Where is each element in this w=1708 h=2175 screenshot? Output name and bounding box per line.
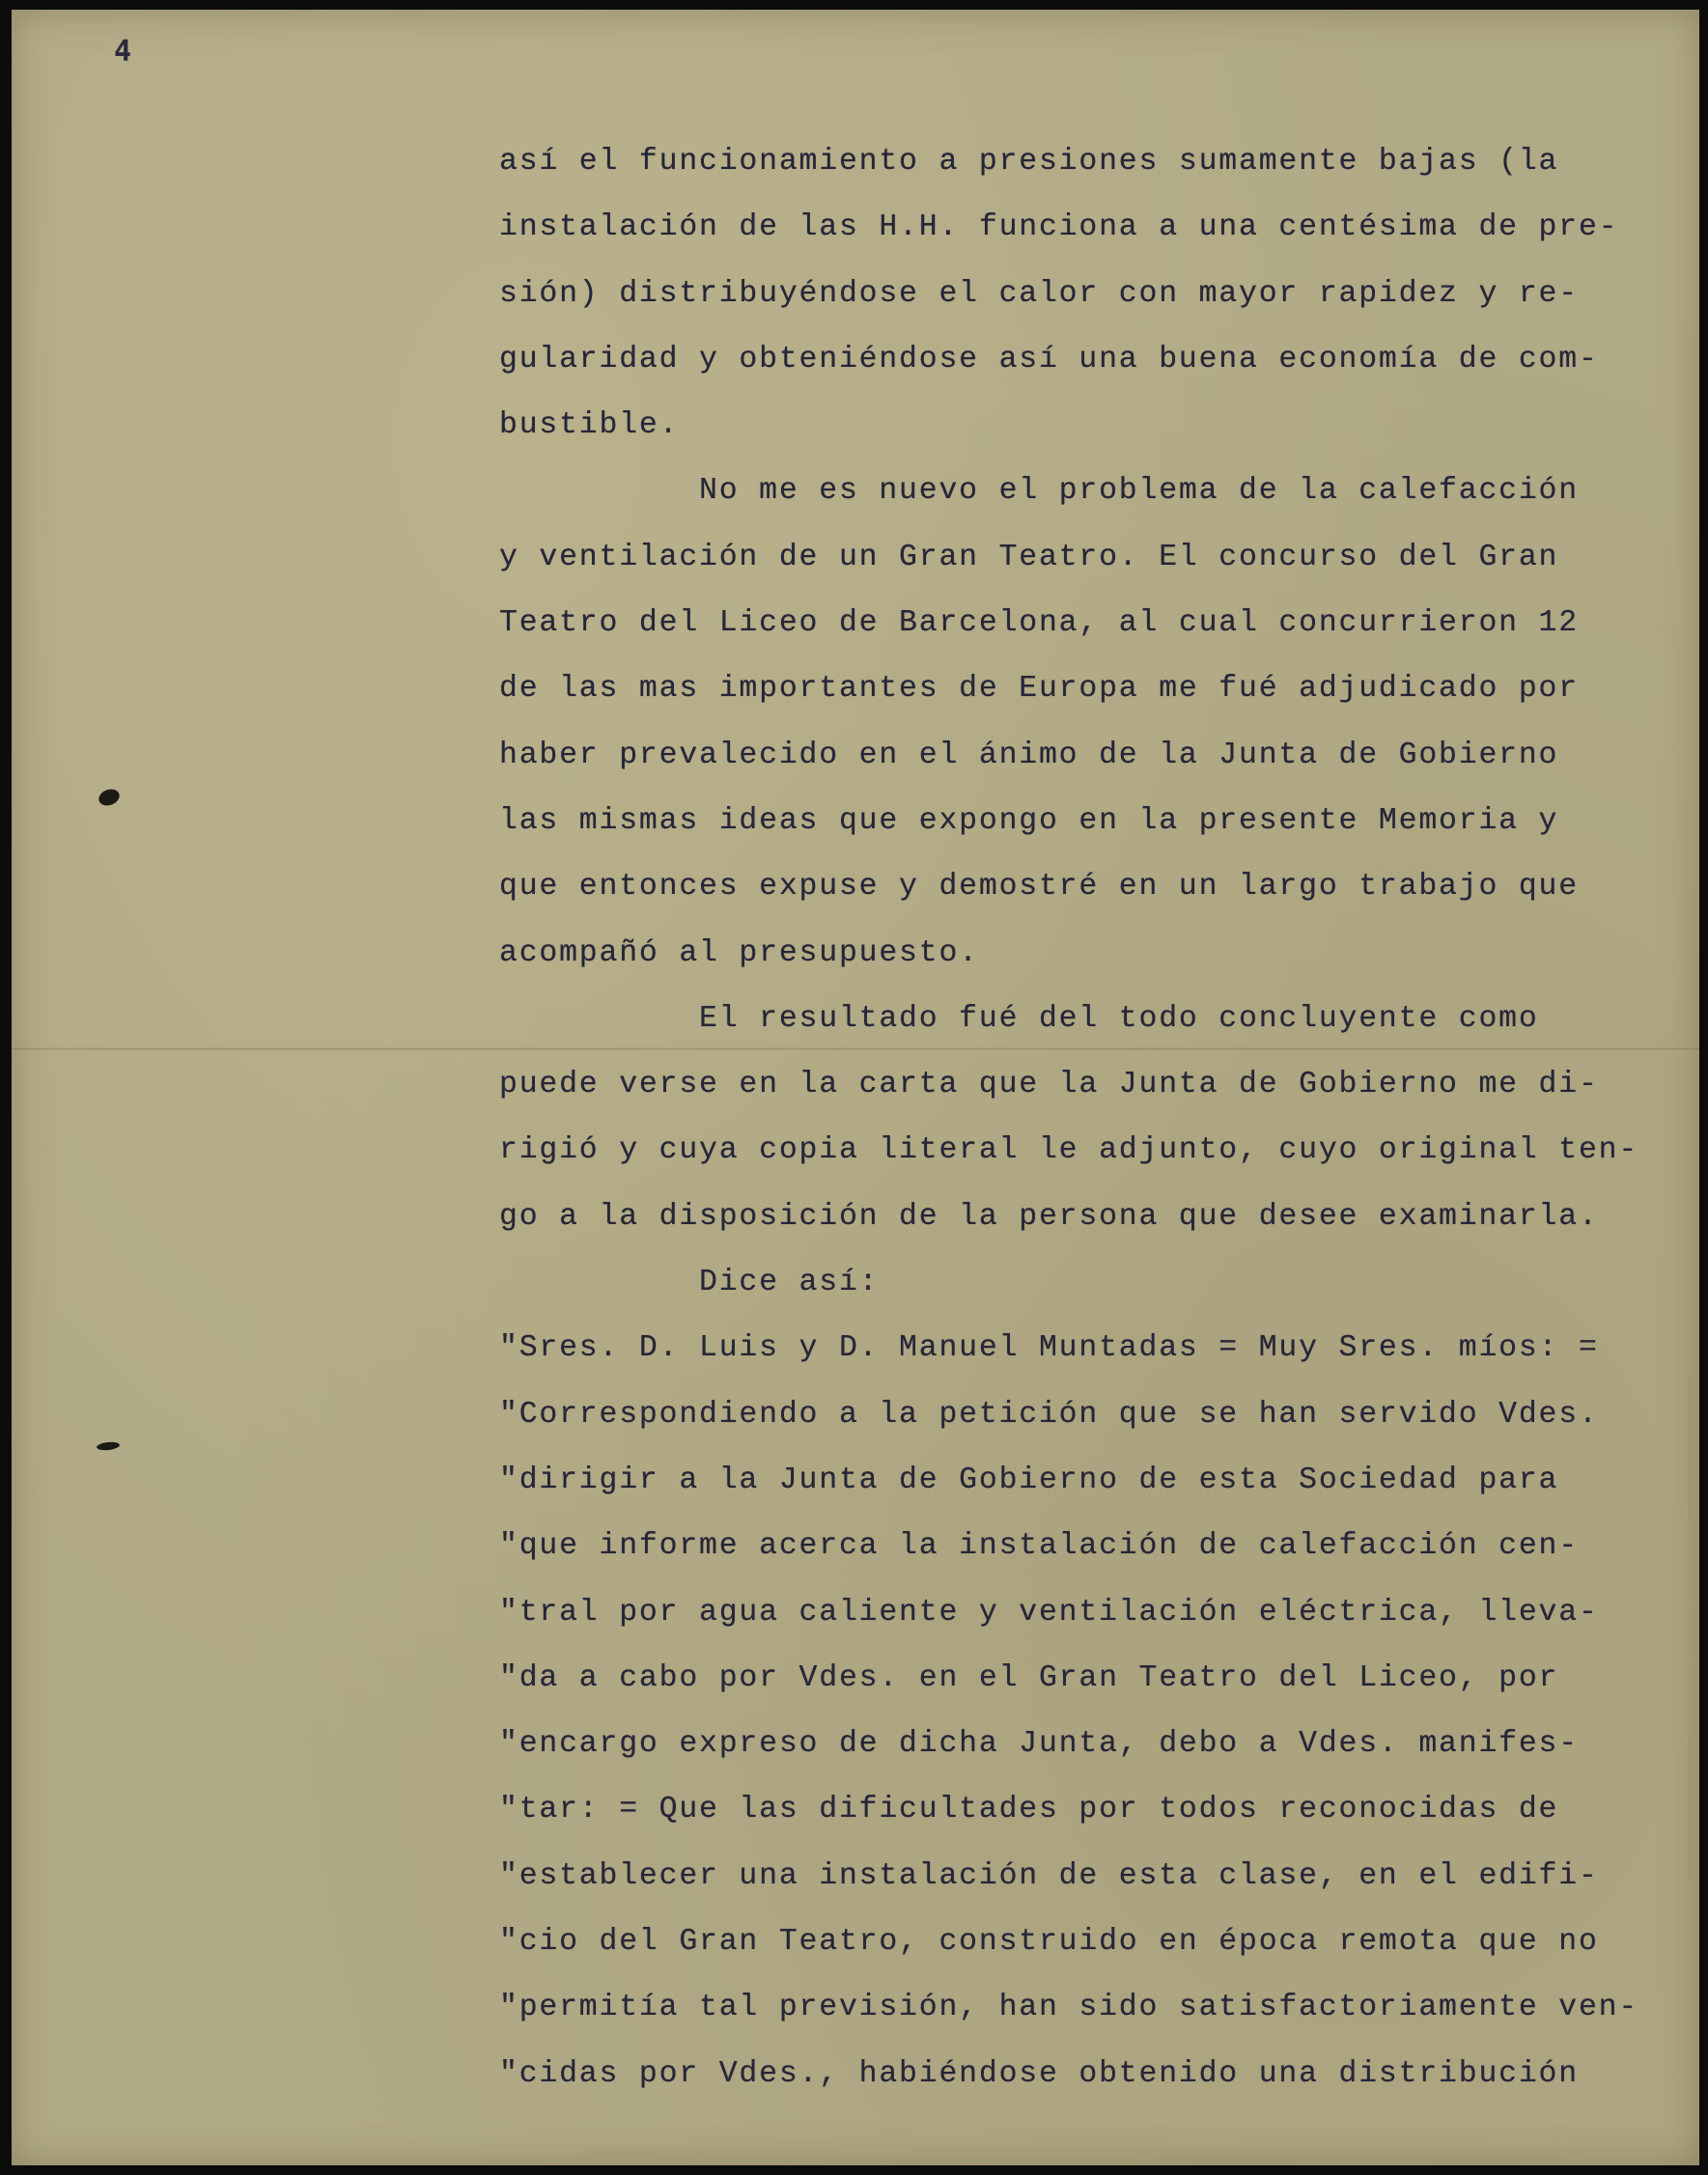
- text-line: bustible.: [499, 408, 680, 443]
- page-number: 4: [114, 35, 132, 69]
- text-line: "permitía tal previsión, han sido satisfactoriamente ven-: [499, 1991, 1639, 2025]
- text-line: las mismas ideas que expongo en la presente Memoria y: [499, 803, 1559, 838]
- text-line: "tar: = Que las dificultades por todos reconocidas de: [499, 1793, 1559, 1827]
- text-line: que entonces expuse y demostré en un largo trabajo que: [499, 870, 1579, 905]
- punch-hole-mark: [97, 787, 122, 809]
- text-line: "cio del Gran Teatro, construido en época remota que no: [499, 1925, 1599, 1960]
- text-line: go a la disposición de la persona que desee examinarla.: [499, 1199, 1599, 1234]
- text-line: Dice así:: [499, 1266, 880, 1300]
- text-line: Teatro del Liceo de Barcelona, al cual concurrieron 12: [499, 606, 1579, 641]
- punch-hole-mark: [97, 1441, 121, 1451]
- text-line: rigió y cuya copia literal le adjunto, cuyo original ten-: [499, 1133, 1639, 1168]
- text-line: "tral por agua caliente y ventilación eléctrica, lleva-: [499, 1595, 1599, 1630]
- text-line: "cidas por Vdes., habiéndose obtenido una distribución: [499, 2056, 1579, 2091]
- text-line: sión) distribuyéndose el calor con mayor rapidez y re-: [499, 276, 1579, 311]
- text-line: "da a cabo por Vdes. en el Gran Teatro del Liceo, por: [499, 1660, 1559, 1695]
- text-line: de las mas importantes de Europa me fué adjudicado por: [499, 672, 1579, 707]
- text-line: haber prevalecido en el ánimo de la Junta de Gobierno: [499, 738, 1559, 772]
- text-line: "Correspondiendo a la petición que se han servido Vdes.: [499, 1397, 1599, 1432]
- text-line: así el funcionamiento a presiones sumamente bajas (la: [499, 145, 1559, 179]
- text-line: "establecer una instalación de esta clase, en el edifi-: [499, 1858, 1599, 1893]
- text-line: "encargo expreso de dicha Junta, debo a Vdes. manifes-: [499, 1727, 1579, 1762]
- text-line: "dirigir a la Junta de Gobierno de esta Sociedad para: [499, 1463, 1559, 1497]
- text-line: "Sres. D. Luis y D. Manuel Muntadas = Muy Sres. míos: =: [499, 1331, 1599, 1366]
- typewritten-page: [12, 10, 1699, 2165]
- text-line: No me es nuevo el problema de la calefacción: [499, 474, 1579, 509]
- text-line: "que informe acerca la instalación de calefacción cen-: [499, 1529, 1579, 1564]
- text-line: El resultado fué del todo concluyente como: [499, 1001, 1539, 1036]
- text-line: y ventilación de un Gran Teatro. El concurso del Gran: [499, 540, 1559, 574]
- body-text: [499, 129, 1639, 2107]
- text-line: instalación de las H.H. funciona a una centésima de pre-: [499, 210, 1619, 245]
- text-line: gularidad y obteniéndose así una buena economía de com-: [499, 342, 1599, 376]
- text-line: puede verse en la carta que la Junta de Gobierno me di-: [499, 1068, 1599, 1102]
- text-line: acompañó al presupuesto.: [499, 935, 979, 970]
